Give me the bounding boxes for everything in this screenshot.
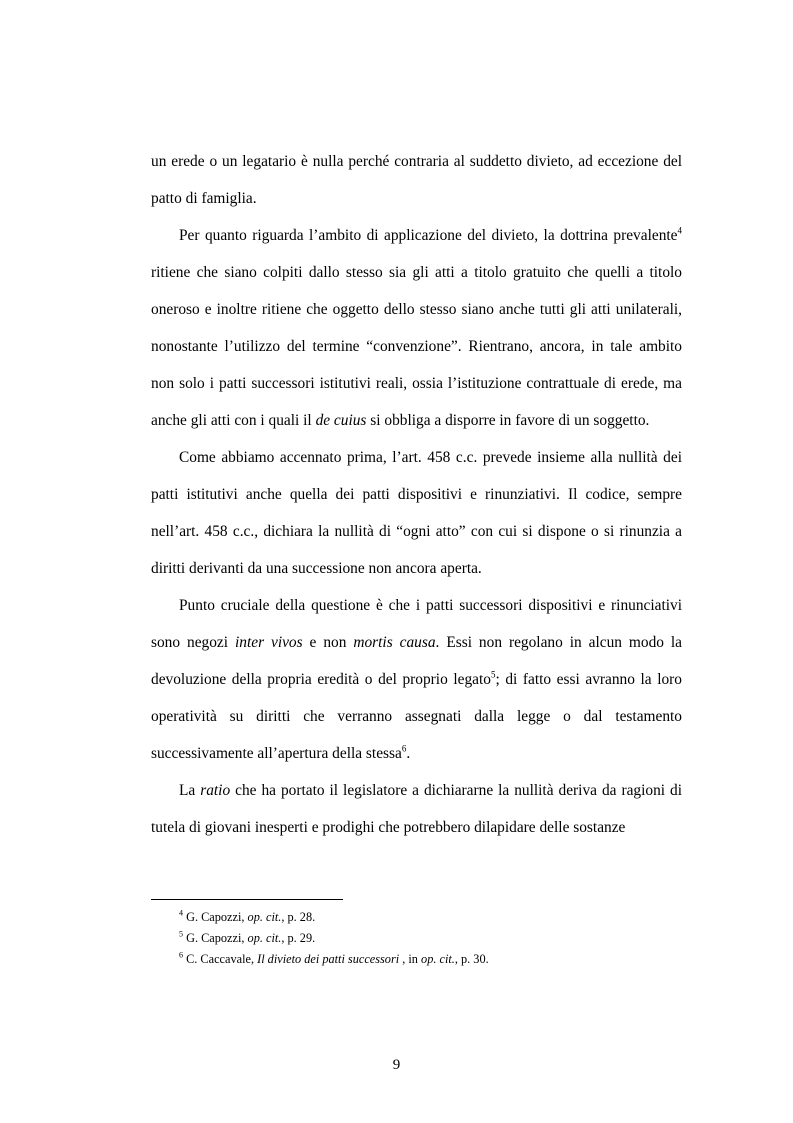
footnote-author: G. Capozzi, [183,910,248,924]
paragraph-text: . Essi non regolano in alcun modo la devoluzione della propria eredità o del proprio legato [151,634,682,688]
footnote-separator [151,899,343,900]
footnote-author: C. Caccavale, [183,952,258,966]
footnote-ref-4[interactable]: 4 [677,225,682,236]
footnote-ref-5[interactable]: 5 [490,669,496,680]
footnote-source: op. cit. [247,931,282,945]
footnote-number: 6 [179,950,183,960]
paragraph-text: Punto cruciale della questione è che i patti successori dispositivi e rinunciativi sono negozi [151,597,682,651]
footnote-page: , p. 29. [281,931,316,945]
footnote-number: 5 [179,929,183,939]
paragraph-text: Come abbiamo accennato prima, l’art. 458 c.c. prevede insieme alla nullità dei patti istitutivi anche quella dei patti dispositivi e rinunziativi. Il codice, sempre nell’art. 458 c.c., dichiara la nullità di “ogni atto” con cui si dispone o si rinunzia a diritti derivanti da una successione non ancora aperta. [151,449,682,577]
footnote-page: , p. 28. [281,910,316,924]
italic-term: inter vivos [234,634,303,651]
italic-term: de cuius [315,412,367,429]
footnote-connector: , in [399,952,422,966]
paragraph-5 [151,772,682,846]
body-text [151,143,682,846]
paragraph-text: Per quanto riguarda l’ambito di applicazione del divieto, la dottrina prevalente [179,227,678,244]
paragraph-text: ; di fatto essi avranno la loro operatività su diritti che verranno assegnati dalla legge o dal testamento successivamente all’apertura della stessa [151,671,683,762]
paragraph-4 [151,587,682,772]
footnote-page: , p. 30. [454,952,489,966]
footnote-4 [179,907,679,928]
paragraph-text: che ha portato il legislatore a dichiararne la nullità deriva da ragioni di tutela di giovani inesperti e prodighi che potrebbero dilapidare delle sostanze [151,782,682,836]
footnote-author: G. Capozzi, [183,931,248,945]
italic-term: ratio [200,782,231,799]
footnote-number: 4 [179,908,183,918]
italic-term: mortis causa [353,634,436,651]
paragraph-text: La [179,782,201,799]
paragraph-text: e non [302,634,354,651]
paragraph-text: . [406,745,411,762]
footnote-title: Il divieto dei patti successori [257,952,400,966]
footnote-source: op. cit. [247,910,282,924]
paragraph-2 [151,217,682,439]
footnote-6 [179,949,679,970]
footnote-source: op. cit. [421,952,455,966]
paragraph-1 [151,143,682,217]
paragraph-3 [151,439,682,587]
paragraph-text: un erede o un legatario è nulla perché contraria al suddetto divieto, ad eccezione del patto di famiglia. [151,153,682,207]
paragraph-text: si obbliga a disporre in favore di un soggetto. [366,412,650,429]
footnotes [179,907,679,970]
page-number: 9 [392,1057,401,1073]
paragraph-text: ritiene che siano colpiti dallo stesso sia gli atti a titolo gratuito che quelli a titolo oneroso e inoltre ritiene che oggetto dello stesso siano anche tutti gli atti unilaterali, nonostante l’utilizzo del termine “convenzione”. Rientrano, ancora, in tale ambito non solo i patti successori istitutivi reali, ossia l’istituzione contrattuale di erede, ma anche gli atti con i quali il [151,264,682,429]
footnote-ref-6[interactable]: 6 [401,743,407,754]
footnote-5 [179,928,679,949]
